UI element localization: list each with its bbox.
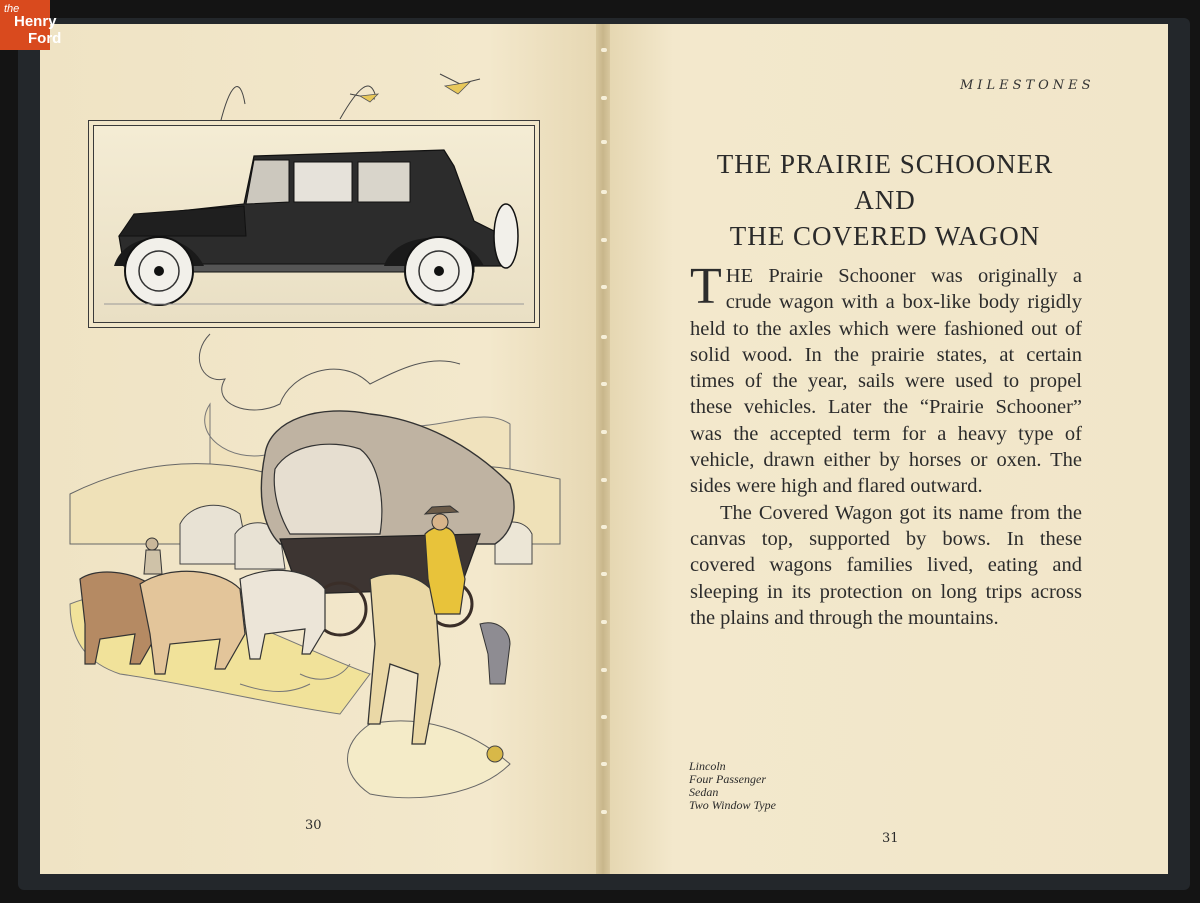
title-line-3: THE COVERED WAGON — [729, 221, 1041, 251]
binding-stitch — [601, 285, 607, 289]
chapter-title — [660, 146, 1110, 254]
binding-stitch — [601, 762, 607, 766]
illustration-caption — [689, 760, 776, 812]
binding-stitch — [601, 382, 607, 386]
binding-stitch — [601, 478, 607, 482]
binding-stitch — [601, 572, 607, 576]
car-illustration-frame — [88, 120, 540, 328]
binding-stitch — [601, 238, 607, 242]
binding-stitch — [601, 810, 607, 814]
car-illustration-inner-frame — [93, 125, 535, 323]
paragraph-1-text: HE Prairie Schooner was originally a crude wagon with a box-like body rigidly held to the axles which were fashioned out of solid wood. In the prairie states, at certain times of the year, sails were used to propel these vehicles. Later the “Prairie Schooner” was the accepted term for a heavy type of vehicle, drawn either by horses or oxen. The sides were high and flared outward. — [690, 265, 1082, 498]
binding-stitch — [601, 48, 607, 52]
binding-stitch — [601, 525, 607, 529]
caption-line-4: Two Window Type — [689, 798, 776, 812]
binding-stitch — [601, 430, 607, 434]
caption-line-3: Sedan — [689, 785, 719, 799]
logo-text-the: the — [4, 3, 20, 15]
left-page-number: 30 — [305, 818, 322, 833]
running-head: MILESTONES — [960, 78, 1095, 93]
binding-stitch — [601, 715, 607, 719]
paragraph-1 — [690, 258, 1082, 500]
drop-cap: T — [690, 258, 722, 315]
henry-ford-logo — [0, 0, 62, 50]
paragraph-2: The Covered Wagon got its name from the canvas top, supported by bows. In these covered wagons families lived, eating and sleeping in its protection on long trips across the plains and through the mountains. — [690, 501, 1082, 629]
binding-stitch — [601, 140, 607, 144]
logo-text-henry: Henry — [14, 13, 57, 30]
logo-text-ford: Ford — [28, 30, 62, 47]
body-text — [690, 258, 1082, 631]
binding-stitch — [601, 620, 607, 624]
title-line-1: THE PRAIRIE SCHOONER — [716, 149, 1054, 179]
lincoln-sedan-illustration — [94, 126, 534, 322]
binding-stitch — [601, 335, 607, 339]
binding-stitch — [601, 668, 607, 672]
right-page-number: 31 — [882, 831, 899, 846]
title-line-2: AND — [854, 185, 916, 215]
binding-stitch — [601, 190, 607, 194]
caption-line-1: Lincoln — [689, 759, 726, 773]
binding-stitch — [601, 96, 607, 100]
caption-line-2: Four Passenger — [689, 772, 766, 786]
